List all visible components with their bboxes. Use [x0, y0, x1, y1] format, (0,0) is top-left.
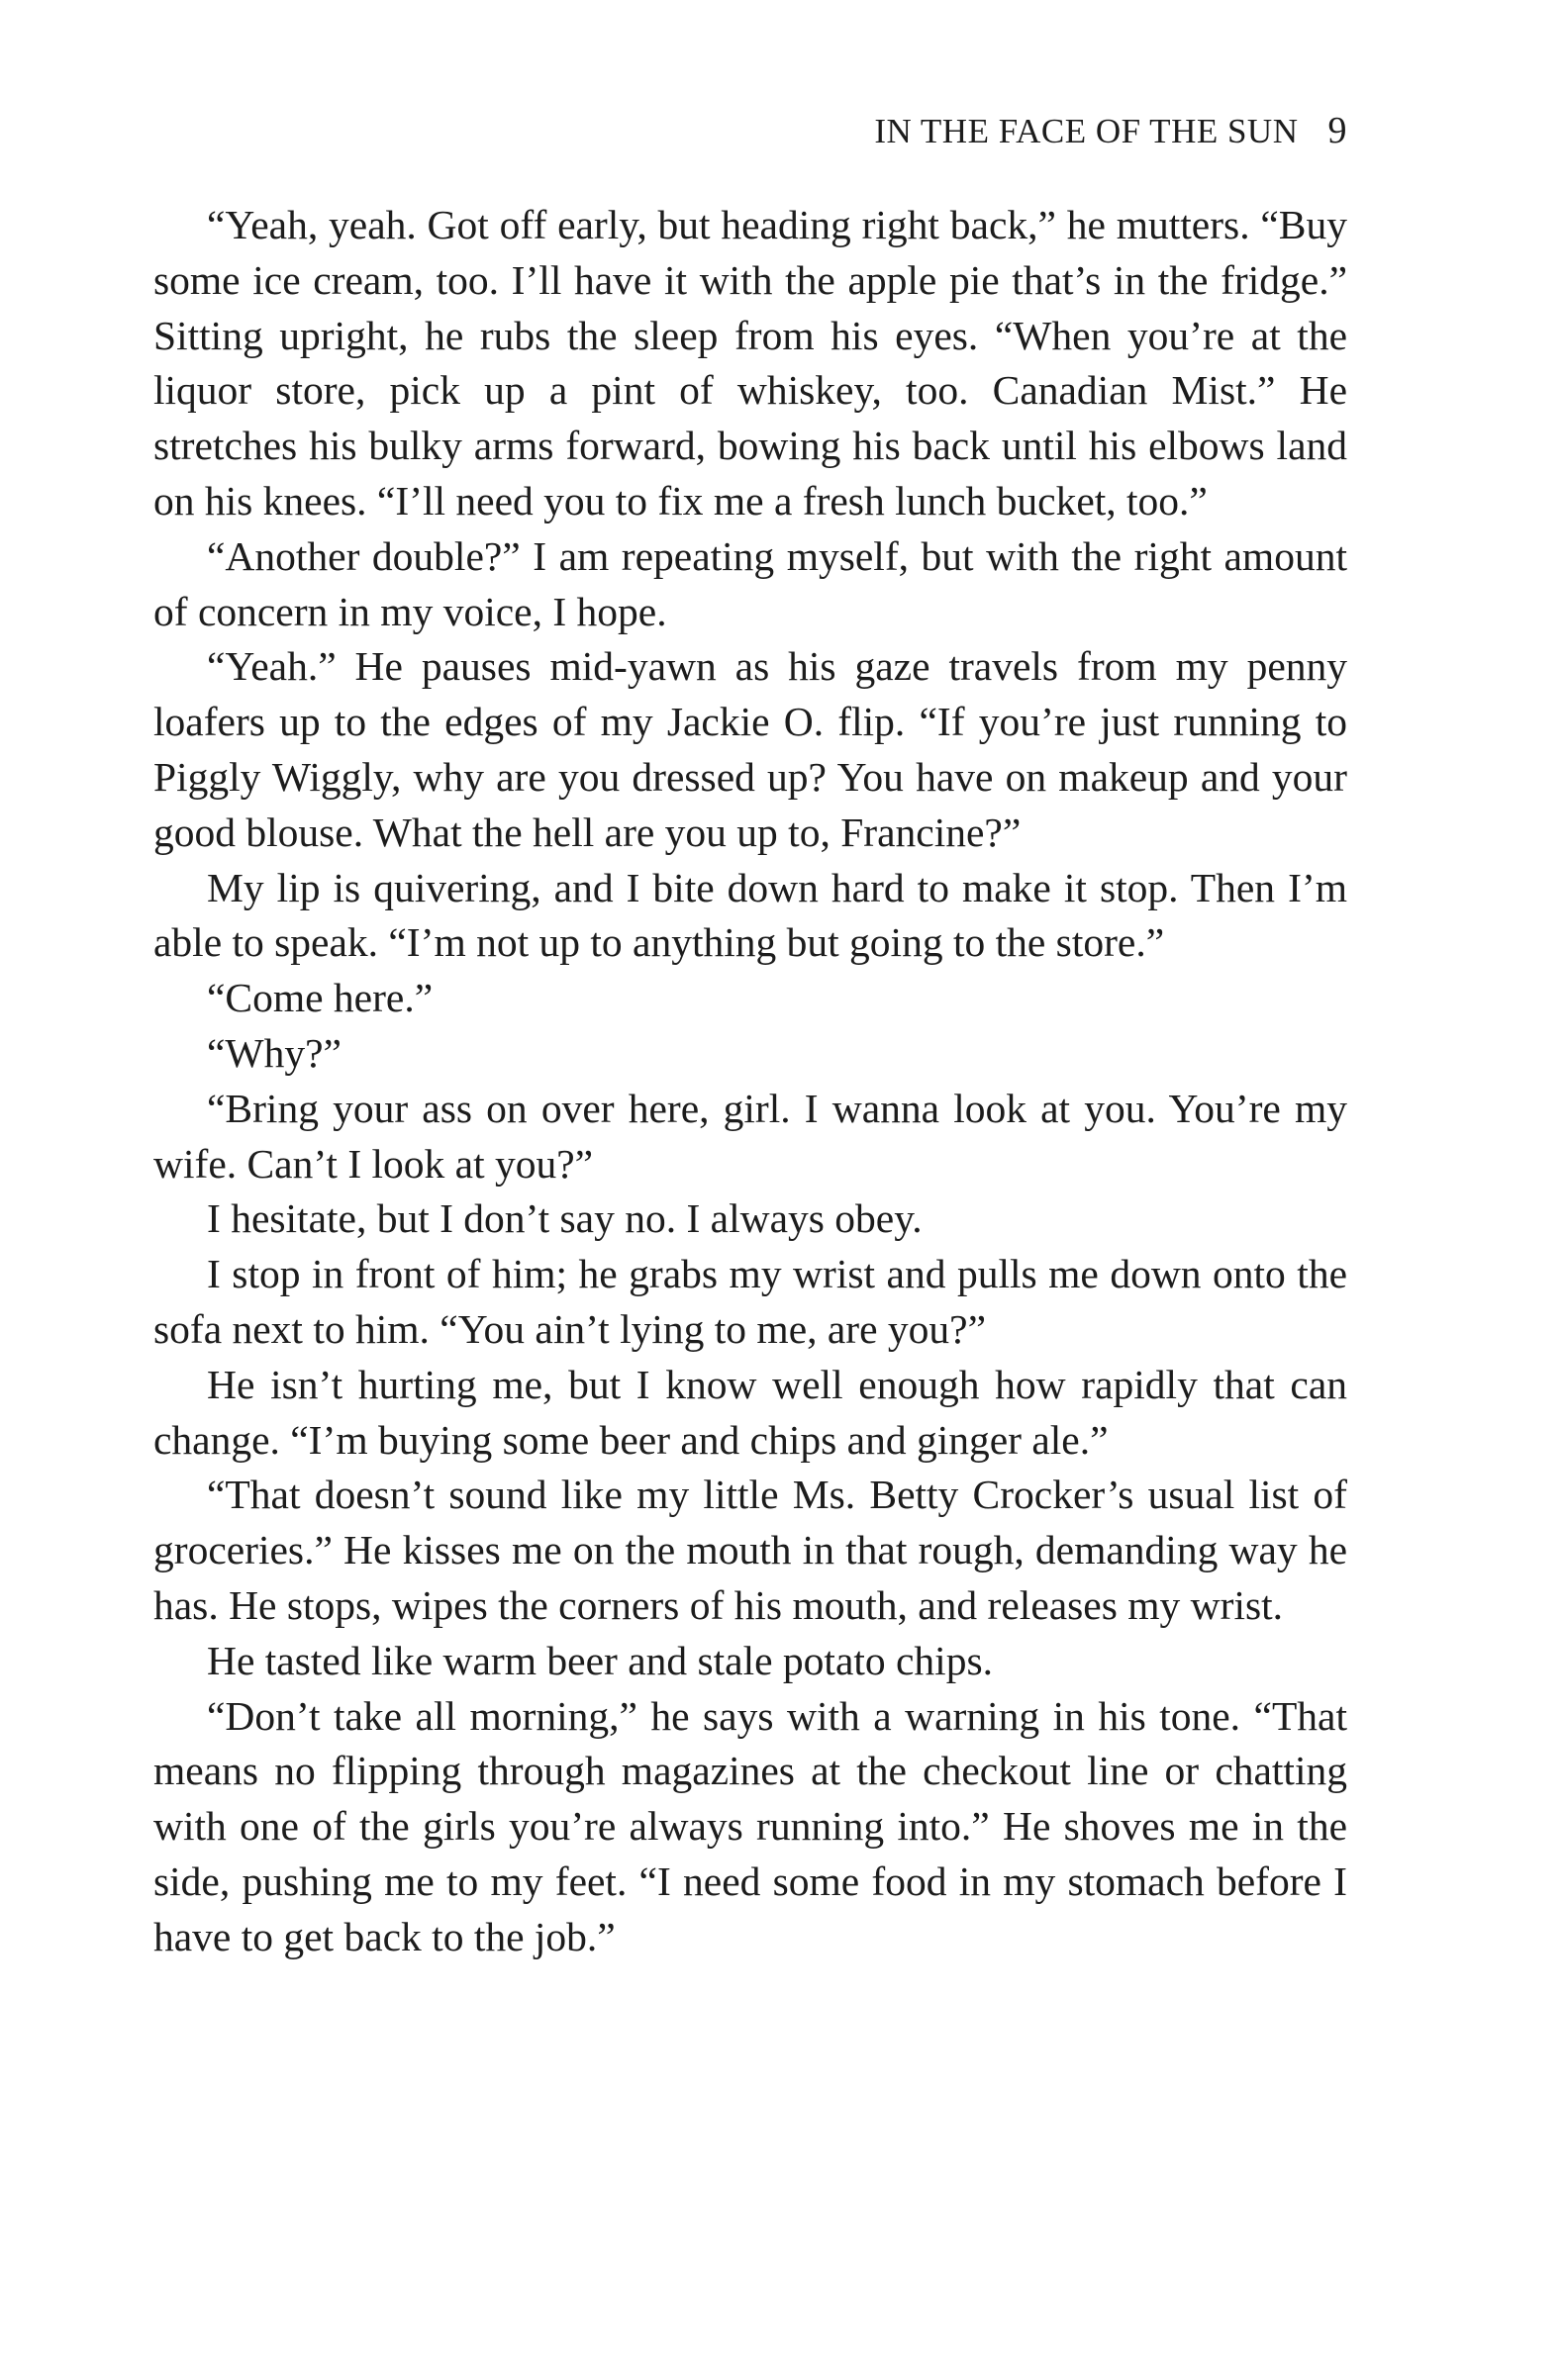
- running-head-title: IN THE FACE OF THE SUN: [874, 112, 1299, 150]
- page-number: 9: [1327, 110, 1347, 151]
- paragraph: “Why?”: [207, 1029, 342, 1076]
- paragraph: “Bring your ass on over here, girl. I wanna look at you. You’re my wife. Can’t I look at you?”: [153, 1085, 1347, 1187]
- body-text: [153, 198, 1347, 1965]
- paragraph: “Yeah, yeah. Got off early, but heading right back,” he mutters. “Buy some ice cream, too. I’ll have it with the apple pie that’s in the fridge.” Sitting upright, he rubs the sleep from his eyes. “When you’re at the liquor store, pick up a pint of whiskey, too. Canadian Mist.” He stretches his bulky arms forward, bowing his back until his elbows land on his knees. “I’ll need you to fix me a fresh lunch bucket, too.”: [153, 202, 1347, 524]
- running-head: [153, 109, 1347, 152]
- paragraph: I hesitate, but I don’t say no. I always obey.: [207, 1195, 923, 1242]
- paragraph: I stop in front of him; he grabs my wrist and pulls me down onto the sofa next to him. “You ain’t lying to me, are you?”: [153, 1251, 1347, 1352]
- paragraph: “Another double?” I am repeating myself, but with the right amount of concern in my voice, I hope.: [153, 532, 1347, 634]
- paragraph: “Yeah.” He pauses mid-yawn as his gaze travels from my penny loafers up to the edges of my Jackie O. flip. “If you’re just running to Piggly Wiggly, why are you dressed up? You have on makeup and your good blouse. What the hell are you up to, Francine?”: [153, 643, 1347, 855]
- paragraph: “That doesn’t sound like my little Ms. Betty Crocker’s usual list of groceries.” He kisses me on the mouth in that rough, demanding way he has. He stops, wipes the corners of his mouth, and releases my wrist.: [153, 1472, 1347, 1628]
- paragraph: “Don’t take all morning,” he says with a warning in his tone. “That means no flipping through magazines at the checkout line or chatting with one of the girls you’re always running into.” He shoves me in the side, pushing me to my feet. “I need some food in my stomach before I have to get back to the job.”: [153, 1692, 1347, 1959]
- paragraph: He tasted like warm beer and stale potato chips.: [207, 1637, 993, 1683]
- paragraph: He isn’t hurting me, but I know well enough how rapidly that can change. “I’m buying some beer and chips and ginger ale.”: [153, 1361, 1347, 1463]
- paragraph: My lip is quivering, and I bite down hard to make it stop. Then I’m able to speak. “I’m not up to anything but going to the store.”: [153, 864, 1347, 966]
- paragraph: “Come here.”: [207, 975, 434, 1021]
